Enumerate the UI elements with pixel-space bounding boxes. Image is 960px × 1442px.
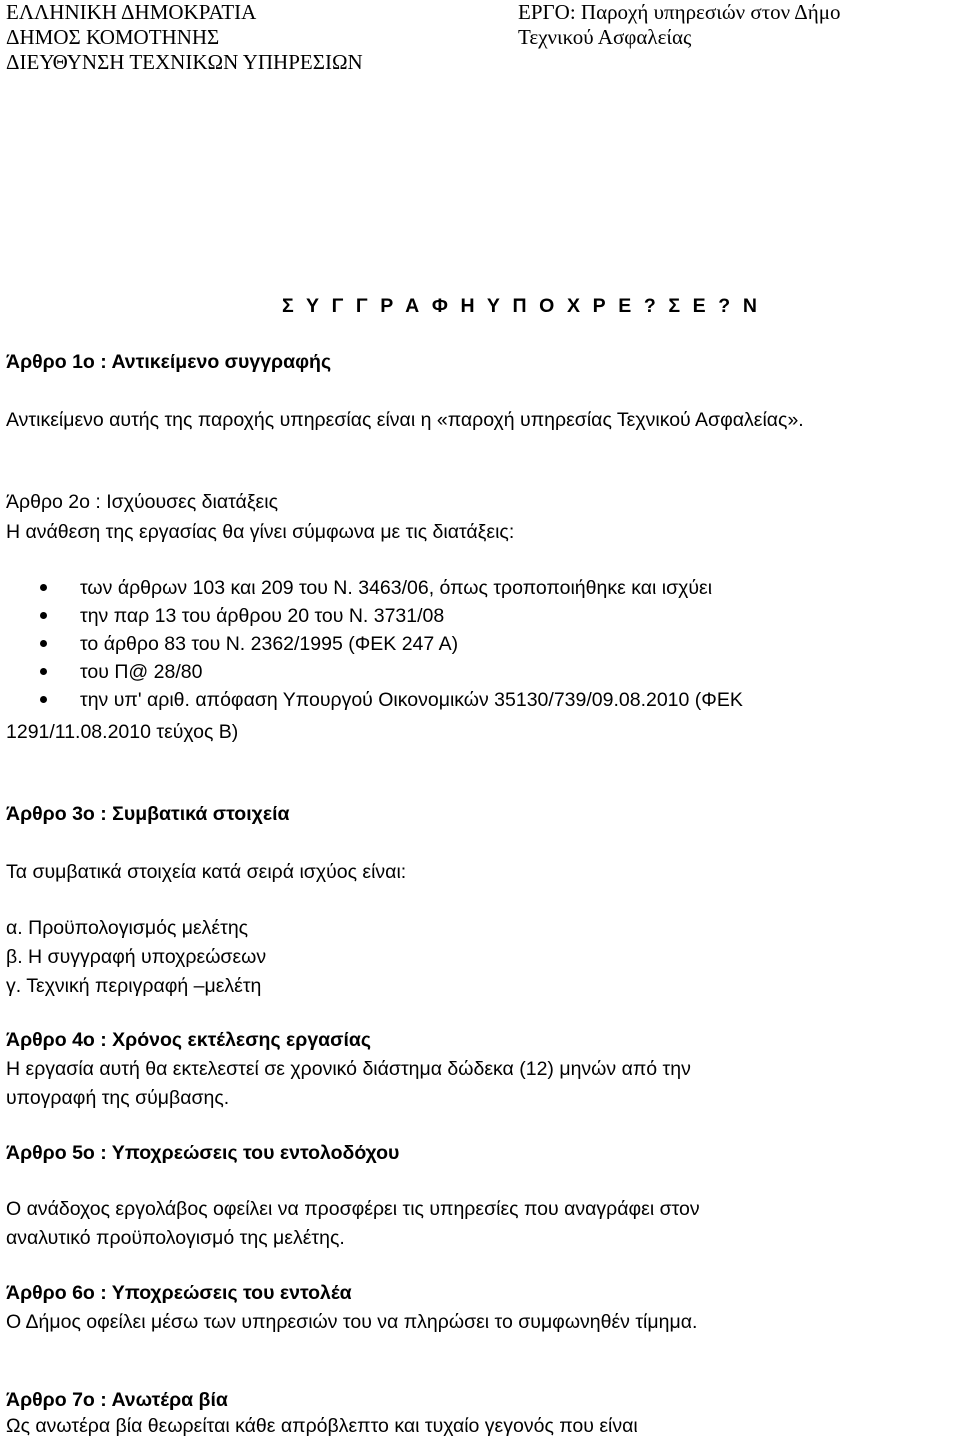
- article-6-heading: Άρθρο 6ο : Υποχρεώσεις του εντολέα: [6, 1282, 352, 1304]
- article-2-bullet-list: [40, 574, 940, 714]
- list-item: [40, 658, 940, 686]
- article-1-heading: Άρθρο 1ο : Αντικείμενο συγγραφής: [6, 351, 332, 373]
- header-right-line-1: ΕΡΓΟ: Παροχή υπηρεσιών στον Δήμο: [518, 0, 841, 24]
- article-3-intro: Τα συμβατικά στοιχεία κατά σειρά ισχύος είναι:: [6, 861, 407, 883]
- article-3-item-b: β. Η συγγραφή υποχρεώσεων: [6, 946, 267, 968]
- article-2-continuation: 1291/11.08.2010 τεύχος Β): [6, 721, 239, 743]
- list-item: [40, 630, 940, 658]
- list-item-text: του Π@ 28/80: [80, 661, 203, 683]
- article-5-line-1: Ο ανάδοχος εργολάβος οφείλει να προσφέρει τις υπηρεσίες που αναγράφει στον: [6, 1198, 700, 1220]
- header-left-line-2: ΔΗΜΟΣ ΚΟΜΟΤΗΝΗΣ: [6, 25, 220, 49]
- article-7-heading: Άρθρο 7ο : Ανωτέρα βία: [6, 1389, 228, 1411]
- list-item-text: την υπ' αριθ. απόφαση Υπουργού Οικονομικών 35130/739/09.08.2010 (ΦΕΚ: [80, 689, 743, 711]
- list-item: [40, 602, 940, 630]
- article-3-item-c: γ. Τεχνική περιγραφή –μελέτη: [6, 975, 262, 997]
- list-item-text: την παρ 13 του άρθρου 20 του Ν. 3731/08: [80, 605, 445, 627]
- bullet-icon: [40, 696, 47, 703]
- article-2-heading: Άρθρο 2ο : Ισχύουσες διατάξεις: [6, 491, 278, 513]
- article-3-heading: Άρθρο 3ο : Συμβατικά στοιχεία: [6, 803, 290, 825]
- list-item: [40, 686, 940, 714]
- header-left-line-1: ΕΛΛΗΝΙΚΗ ΔΗΜΟΚΡΑΤΙΑ: [6, 0, 257, 24]
- bullet-icon: [40, 612, 47, 619]
- bullet-icon: [40, 640, 47, 647]
- article-6-text: Ο Δήμος οφείλει μέσω των υπηρεσιών του να πληρώσει το συμφωνηθέν τίμημα.: [6, 1311, 698, 1333]
- article-5-line-2: αναλυτικό προϋπολογισμό της μελέτης.: [6, 1227, 345, 1249]
- header-left-line-3: ΔΙΕΥΘΥΝΣΗ ΤΕΧΝΙΚΩΝ ΥΠΗΡΕΣΙΩΝ: [6, 50, 363, 74]
- document-title: Σ Υ Γ Γ Ρ Α Φ Η Υ Π Ο Χ Ρ Ε ? Σ Ε ? Ν: [282, 295, 761, 317]
- list-item-text: το άρθρο 83 του Ν. 2362/1995 (ΦΕΚ 247 Α): [80, 633, 459, 655]
- list-item-text: των άρθρων 103 και 209 του Ν. 3463/06, όπως τροποποιήθηκε και ισχύει: [80, 577, 713, 599]
- article-1-text: Αντικείμενο αυτής της παροχής υπηρεσίας είναι η «παροχή υπηρεσίας Τεχνικού Ασφαλείας».: [6, 409, 804, 431]
- article-4-line-2: υπογραφή της σύμβασης.: [6, 1087, 230, 1109]
- list-item: [40, 574, 940, 602]
- article-7-text: Ως ανωτέρα βία θεωρείται κάθε απρόβλεπτο και τυχαίο γεγονός που είναι: [6, 1415, 638, 1437]
- header-right-line-2: Τεχνικού Ασφαλείας: [518, 25, 692, 49]
- bullet-icon: [40, 668, 47, 675]
- article-5-heading: Άρθρο 5ο : Υποχρεώσεις του εντολοδόχου: [6, 1142, 400, 1164]
- article-2-intro: Η ανάθεση της εργασίας θα γίνει σύμφωνα με τις διατάξεις:: [6, 521, 515, 543]
- article-3-item-a: α. Προϋπολογισμός μελέτης: [6, 917, 249, 939]
- article-4-line-1: Η εργασία αυτή θα εκτελεστεί σε χρονικό διάστημα δώδεκα (12) μηνών από την: [6, 1058, 691, 1080]
- bullet-icon: [40, 584, 47, 591]
- article-4-heading: Άρθρο 4ο : Χρόνος εκτέλεσης εργασίας: [6, 1029, 372, 1051]
